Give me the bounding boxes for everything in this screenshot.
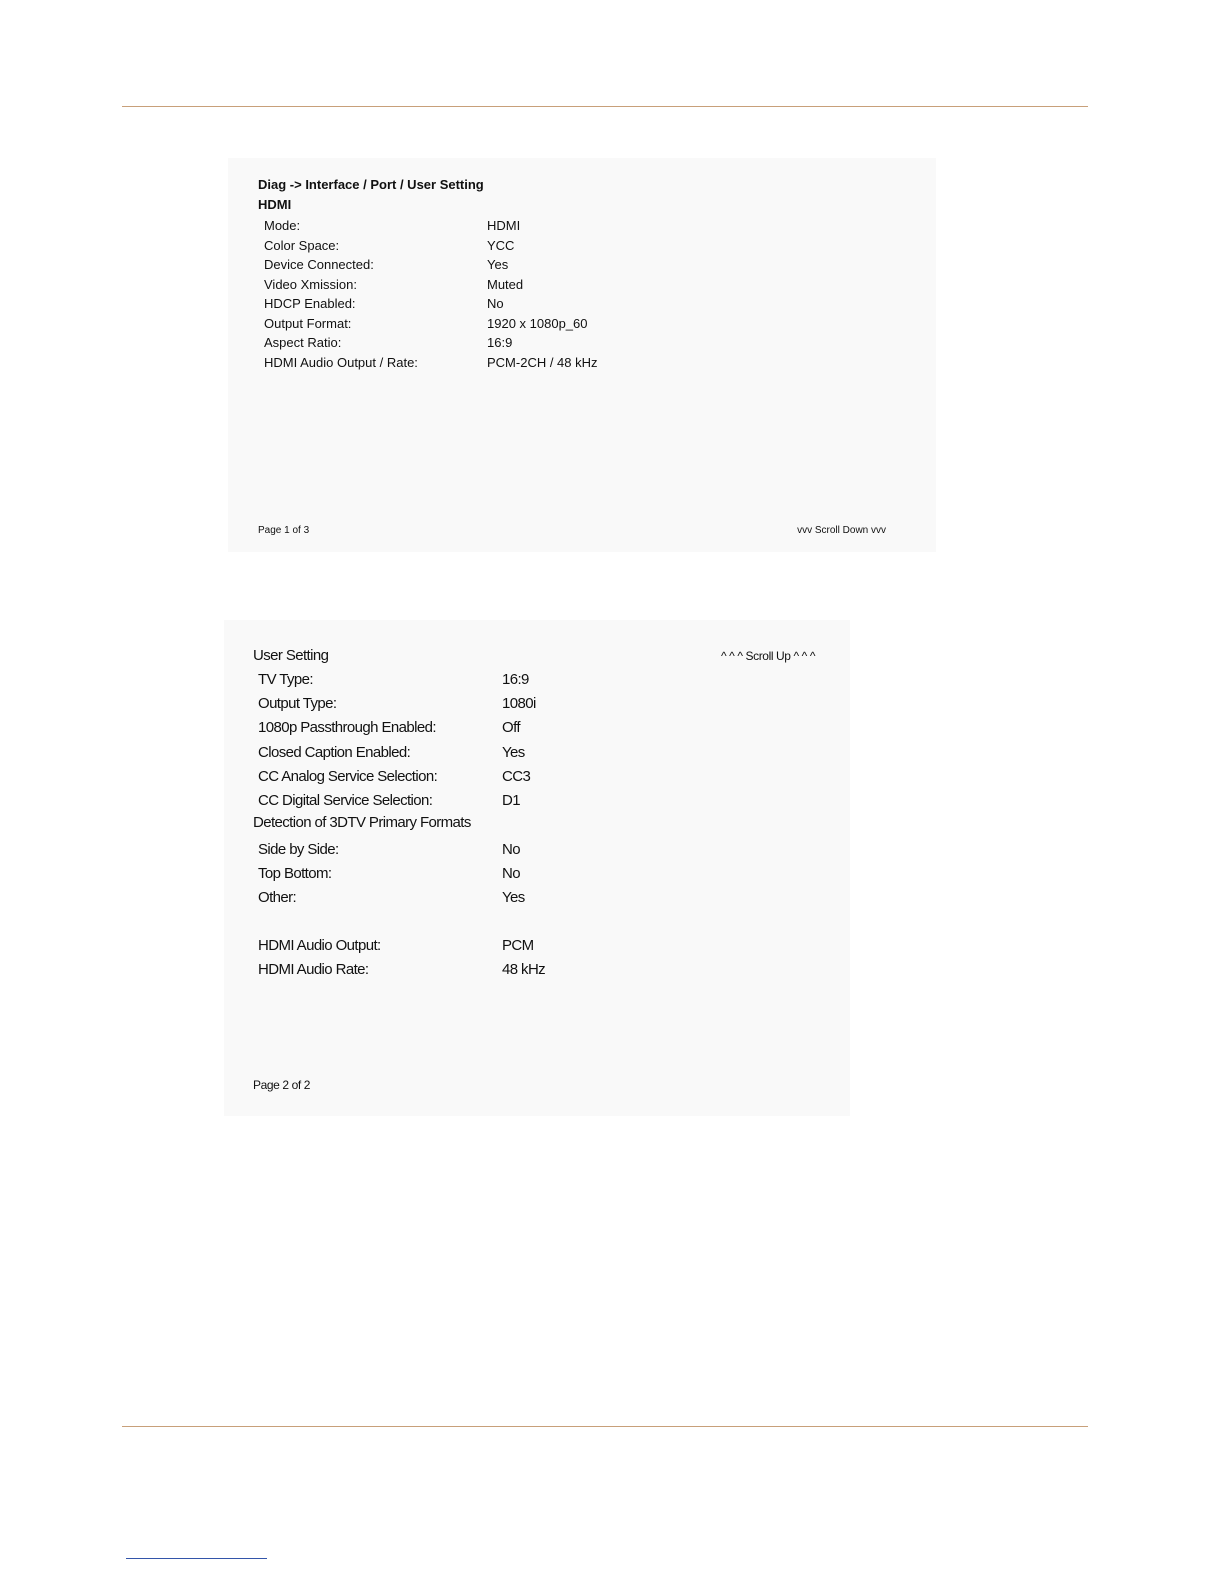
header-rule bbox=[122, 106, 1088, 107]
settings-row bbox=[264, 314, 598, 334]
row-value: CC3 bbox=[502, 767, 531, 785]
settings-row bbox=[264, 216, 598, 236]
row-label: HDMI Audio Output: bbox=[258, 937, 381, 954]
row-value: YCC bbox=[487, 237, 515, 253]
diag-screen-page-2 bbox=[224, 620, 850, 1116]
settings-row bbox=[258, 716, 536, 740]
row-value: 1920 x 1080p_60 bbox=[487, 315, 588, 331]
page-indicator: Page 2 of 2 bbox=[253, 1078, 310, 1092]
page-indicator: Page 1 of 3 bbox=[258, 525, 310, 536]
row-value: 1080i bbox=[502, 695, 536, 713]
screen-title: Diag -> Interface / Port / User Setting bbox=[258, 177, 484, 192]
section-heading-3dtv: Detection of 3DTV Primary Formats bbox=[253, 814, 471, 831]
settings-row bbox=[264, 275, 598, 295]
settings-row bbox=[264, 333, 598, 353]
row-label: Mode: bbox=[264, 218, 301, 233]
scroll-down-hint: vvv Scroll Down vvv bbox=[797, 525, 886, 536]
diag-screen-page-1 bbox=[228, 158, 936, 552]
row-value: HDMI bbox=[487, 218, 521, 233]
settings-row bbox=[258, 668, 536, 692]
row-label: Color Space: bbox=[264, 237, 340, 253]
scroll-up-hint: ^ ^ ^ Scroll Up ^ ^ ^ bbox=[721, 649, 816, 663]
row-value: Yes bbox=[487, 257, 509, 272]
row-label: Aspect Ratio: bbox=[264, 335, 342, 350]
section-heading-hdmi: HDMI bbox=[258, 197, 292, 212]
row-value: No bbox=[502, 865, 520, 883]
row-label: Output Format: bbox=[264, 315, 352, 331]
settings-list bbox=[264, 216, 598, 372]
row-label: Output Type: bbox=[258, 695, 337, 713]
row-label: HDMI Audio Output / Rate: bbox=[264, 354, 418, 370]
row-value: No bbox=[502, 841, 520, 858]
settings-row bbox=[258, 958, 545, 982]
row-value: 16:9 bbox=[487, 335, 513, 350]
settings-row bbox=[264, 294, 598, 314]
footer-rule bbox=[122, 1426, 1088, 1427]
row-label: Closed Caption Enabled: bbox=[258, 743, 411, 761]
row-label: Device Connected: bbox=[264, 257, 374, 272]
row-value: 48 kHz bbox=[502, 961, 546, 979]
settings-row bbox=[258, 741, 536, 765]
settings-list-3dtv bbox=[258, 838, 525, 911]
settings-list bbox=[258, 668, 536, 813]
row-value: PCM-2CH / 48 kHz bbox=[487, 354, 598, 370]
row-label: TV Type: bbox=[258, 671, 313, 688]
row-value: PCM bbox=[502, 937, 534, 954]
settings-row bbox=[258, 934, 545, 958]
settings-row bbox=[264, 236, 598, 256]
settings-row bbox=[258, 862, 525, 886]
settings-row bbox=[264, 353, 598, 373]
footnote-rule bbox=[126, 1558, 267, 1559]
settings-row bbox=[258, 886, 525, 910]
row-label: HDCP Enabled: bbox=[264, 296, 356, 311]
row-value: 16:9 bbox=[502, 671, 529, 688]
row-value: Muted bbox=[487, 276, 524, 292]
row-label: CC Analog Service Selection: bbox=[258, 767, 438, 785]
screen-title: User Setting bbox=[253, 647, 329, 664]
settings-list-audio bbox=[258, 934, 545, 982]
settings-row bbox=[258, 789, 536, 813]
settings-row bbox=[258, 692, 536, 716]
row-value: Yes bbox=[502, 889, 525, 907]
row-label: HDMI Audio Rate: bbox=[258, 961, 369, 979]
row-value: Off bbox=[502, 719, 520, 737]
settings-row bbox=[258, 765, 536, 789]
row-label: CC Digital Service Selection: bbox=[258, 791, 433, 809]
row-label: Top Bottom: bbox=[258, 865, 332, 883]
settings-row bbox=[264, 255, 598, 275]
row-label: Other: bbox=[258, 889, 297, 907]
row-value: No bbox=[487, 296, 504, 311]
row-value: D1 bbox=[502, 791, 520, 809]
row-value: Yes bbox=[502, 743, 525, 761]
row-label: Side by Side: bbox=[258, 841, 339, 858]
settings-row bbox=[258, 838, 525, 862]
row-label: 1080p Passthrough Enabled: bbox=[258, 719, 436, 737]
row-label: Video Xmission: bbox=[264, 276, 357, 292]
